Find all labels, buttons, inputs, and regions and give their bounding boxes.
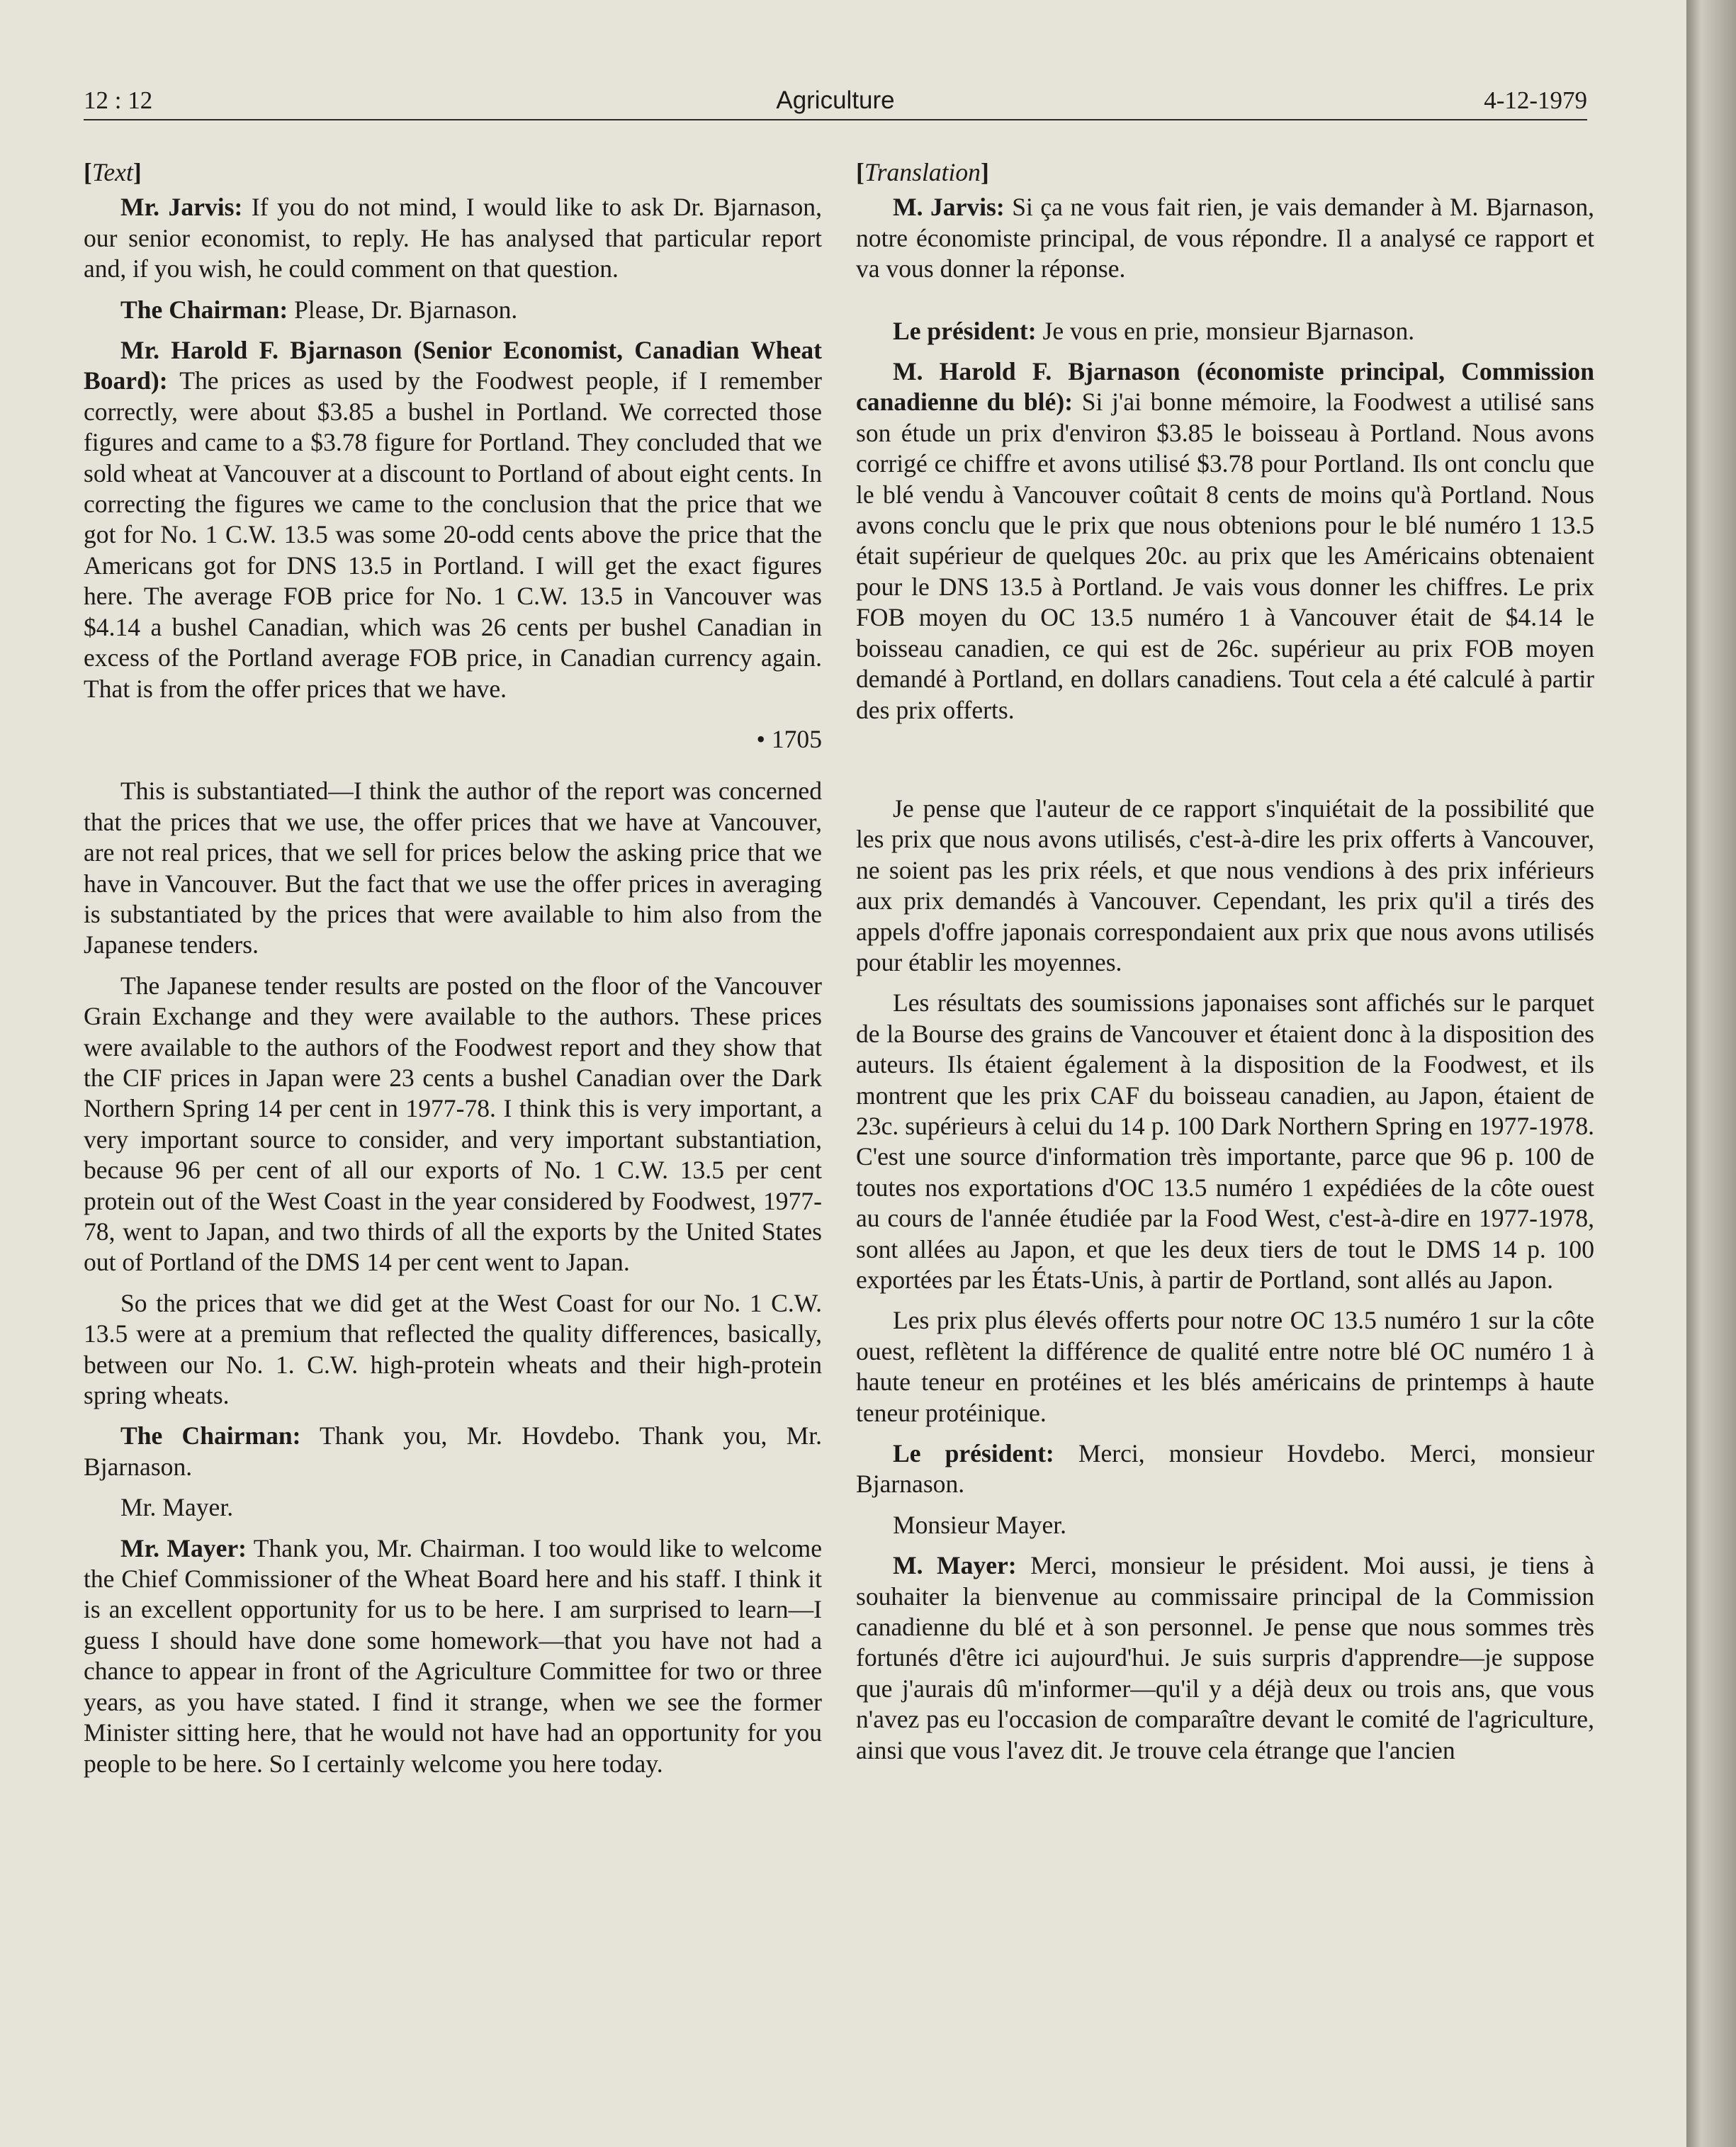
speech-text: Merci, monsieur le président. Moi aussi, je tiens à souhaiter la bienvenue au commissaire principal de la Commission canadienne du blé et à son personnel. Je pense que nous sommes très fortunés d'être ici aujourd'hui. Je suis surpris d'apprendre—je suppose que j'aurais dû m'informer—qu'il y a déjà deux ou trois ans, que vous n'avez pas eu l'occasion de comparaître devant le comité de l'agriculture, ainsi que vous l'avez dit. Je trouve cela étrange que l'ancien: [856, 1551, 1594, 1764]
speaker-name: Mr. Harold F. Bjarnason (Senior Economist, Canadian Wheat Board):: [84, 336, 822, 395]
speaker-name: The Chairman:: [120, 295, 288, 324]
speaker-name: M. Jarvis:: [893, 193, 1005, 222]
paragraph: This is substantiated—I think the author of the report was concerned that the prices that we use, the offer prices that we have at Vancouver, are not real prices, that we sell for prices below the asking price that we have in Vancouver. But the fact that we use the offer prices in averaging is substantiated by the prices that were available to him also from the Japanese tenders.: [84, 777, 822, 959]
paragraph: [856, 356, 1594, 726]
speech-text: Merci, monsieur Hovdebo. Merci, monsieur Bjarnason.: [856, 1439, 1594, 1499]
speech-text: Je vous en prie, monsieur Bjarnason.: [1036, 316, 1415, 345]
paragraph: [84, 295, 822, 325]
paragraph: [856, 1438, 1594, 1500]
page-header: [84, 79, 1587, 122]
running-title: Agriculture: [776, 86, 895, 114]
paragraph: Je pense que l'auteur de ce rapport s'inquiétait de la possibilité que les prix que nous avons utilisés, c'est-à-dire les prix offerts à Vancouver, ne soient pas les prix réels, et que nous vendions à des prix inférieurs aux prix demandés à Vancouver. Cependant, les prix qu'il a tirés des appels d'offre japonais correspondaient aux prix que nous avons utilisés pour établir les moyennes.: [856, 794, 1594, 976]
header-rule: [84, 119, 1587, 120]
speech-text: Si ça ne vous fait rien, je vais demander à M. Bjarnason, notre économiste principal, de vous répondre. Il a analysé ce rapport et va vous donner la réponse.: [856, 193, 1595, 283]
paragraph: Mr. Mayer.: [120, 1493, 234, 1522]
paragraph: Les prix plus élevés offerts pour notre OC 13.5 numéro 1 sur la côte ouest, reflètent la différence de qualité entre notre blé OC numéro 1 à haute teneur en protéines et les blés américains de printemps à haute teneur protéinique.: [856, 1306, 1594, 1427]
paragraph: [84, 1533, 822, 1779]
speech-text: If you do not mind, I would like to ask Dr. Bjarnason, our senior economist, to reply. He has analysed that particular report and, if you wish, he could comment on that question.: [84, 193, 822, 283]
speaker-name: Mr. Jarvis:: [120, 193, 243, 222]
paragraph: [84, 192, 822, 284]
page-number: 12 : 12: [84, 86, 153, 114]
english-column: [84, 157, 822, 1789]
speech-text: Please, Dr. Bjarnason.: [288, 295, 518, 324]
paragraph: So the prices that we did get at the West Coast for our No. 1 C.W. 13.5 were at a premium that reflected the quality differences, basically, between our No. 1. C.W. high-protein wheats and their high-protein spring wheats.: [84, 1288, 822, 1410]
paragraph: [84, 335, 822, 704]
paragraph: [856, 192, 1594, 284]
speaker-name: Le président:: [893, 1439, 1054, 1468]
section-label-translation: [Translation]: [856, 158, 989, 186]
speech-text: Thank you, Mr. Hovdebo. Thank you, Mr. Bjarnason.: [84, 1421, 822, 1481]
paragraph: Les résultats des soumissions japonaises sont affichés sur le parquet de la Bourse des grains de Vancouver et étaient donc à la disposition des auteurs. Ils étaient également à la disposition de la Foodwest, et ils montrent que les prix CAF du boisseau canadien, au Japon, étaient de 23c. supérieurs à celui du 14 p. 100 Dark Northern Spring en 1977-1978. C'est une source d'information très importante, parce que 96 p. 100 de toutes nos exportations d'OC 13.5 numéro 1 expédiées de la côte ouest au cours de l'année étudiée par la Food West, c'est-à-dire en 1977-1978, sont allées au Japon, et que les deux tiers de tout le DMS 14 p. 100 exportées par les États-Unis, à partir de Portland, sont allés au Japon.: [856, 988, 1594, 1294]
speech-text: Si j'ai bonne mémoire, la Foodwest a utilisé sans son étude un prix d'environ $3.85 le boisseau à Portland. Nous avons corrigé ce chiffre et avons utilisé $3.78 pour Portland. Ils ont conclu que le blé vendu à Vancouver coûtait 8 cents de moins qu'à Portland. Nous avons conclu que le prix que nous obtenions pour le blé numéro 1 13.5 était supérieur de quelques 20c. au prix que les Américains obtenaient pour le DNS 13.5 à Portland. Je vais vous donner les chiffres. Le prix FOB moyen du OC 13.5 numéro 1 à Vancouver était de $4.14 le boisseau canadien, ce qui est de 26c. supérieur au prix FOB moyen demandé à Portland, en dollars canadiens. Tout cela a été calculé à partir des prix offerts.: [856, 388, 1594, 724]
speech-text: The prices as used by the Foodwest people, if I remember correctly, were about $3.85 a bushel in Portland. We corrected those figures and came to a $3.78 figure for Portland. They concluded that we sold wheat at Vancouver at a discount to Portland of about eight cents. In correcting the figures we came to the conclusion that the price that we got for No. 1 C.W. 13.5 was some 20-odd cents above the price that the Americans got for DNS 13.5 in Portland. I will get the exact figures here. The average FOB price for No. 1 C.W. 13.5 in Vancouver was $4.14 a bushel Canadian, which was 26 cents per bushel Canadian in excess of the Portland average FOB price, in Canadian currency again. That is from the offer prices that we have.: [84, 366, 822, 703]
header-date: 4-12-1979: [1484, 86, 1587, 114]
speaker-name: Le président:: [893, 316, 1037, 345]
paragraph: Monsieur Mayer.: [893, 1510, 1067, 1539]
paragraph: [856, 1550, 1594, 1766]
speaker-name: The Chairman:: [120, 1421, 301, 1450]
speaker-name: M. Mayer:: [893, 1551, 1017, 1580]
paragraph: [84, 1421, 822, 1482]
speaker-name: M. Harold F. Bjarnason (économiste principal, Commission canadienne du blé):: [856, 357, 1594, 417]
paragraph: The Japanese tender results are posted on the floor of the Vancouver Grain Exchange and they were available to the authors. These prices were available to the authors of the Foodwest report and they show that the CIF prices in Japan were 23 cents a bushel Canadian over the Dark Northern Spring 14 per cent in 1977-78. I think this is very important, a very important source to consider, and very important substantiation, because 96 per cent of all our exports of No. 1 C.W. 13.5 per cent protein out of the West Coast in the year considered by Foodwest, 1977-78, went to Japan, and two thirds of all the exports by the United States out of Portland of the DMS 14 per cent went to Japan.: [84, 971, 822, 1277]
french-column: [856, 157, 1594, 1776]
book-binding-edge: [1686, 0, 1736, 2147]
speaker-name: Mr. Mayer:: [120, 1533, 247, 1562]
section-label-text: [Text]: [84, 158, 142, 186]
paragraph: [856, 316, 1594, 346]
time-stamp: • 1705: [756, 724, 822, 753]
speech-text: Thank you, Mr. Chairman. I too would like to welcome the Chief Commissioner of the Wheat Board here and his staff. I think it is an excellent opportunity for us to be here. I am surprised to learn—I guess I should have done some homework—that you have not had a chance to appear in front of the Agriculture Committee for two or three years, as you have stated. I find it strange, when we see the former Minister sitting here, that he would not have had an opportunity for you people to be here. So I certainly welcome you here today.: [84, 1533, 822, 1778]
